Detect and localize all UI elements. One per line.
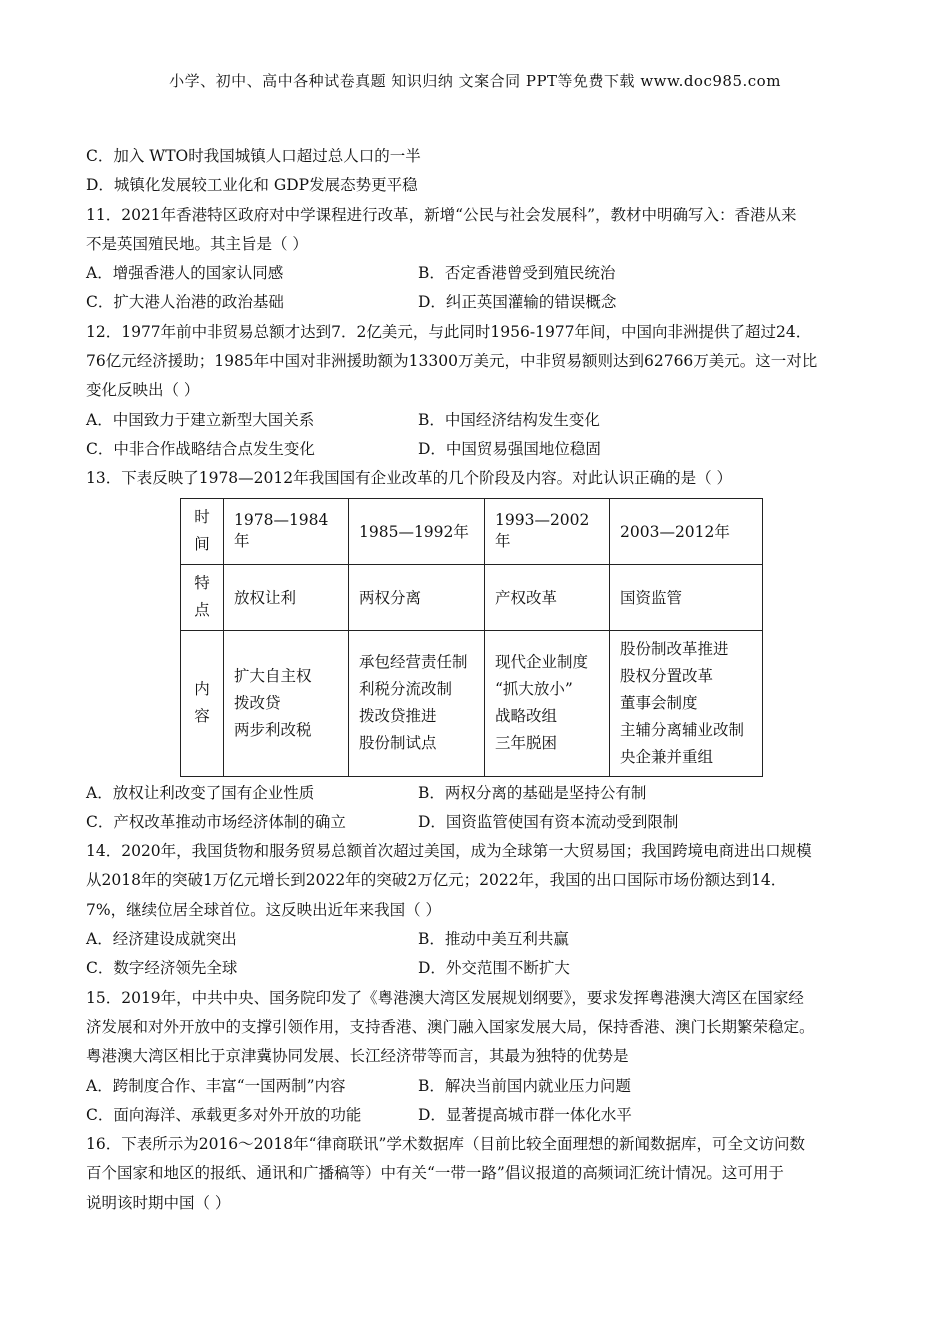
q11-option-b: B．否定香港曾受到殖民统治 bbox=[418, 264, 616, 283]
period-cell: 1993—2002年 bbox=[485, 498, 610, 564]
q13-option-d: D．国资监管使国有资本流动受到限制 bbox=[418, 812, 679, 831]
q14-stem-line2: 从2018年的突破1万亿元增长到2022年的突破2万亿元；2022年，我国的出口国际市场份额达到14． bbox=[86, 871, 787, 890]
q16-stem-line3: 说明该时期中国（ ） bbox=[86, 1193, 231, 1212]
q12-option-a: A．中国致力于建立新型大国关系 bbox=[86, 410, 315, 429]
q11-option-a: A．增强香港人的国家认同感 bbox=[86, 264, 284, 283]
q15-option-b: B．解决当前国内就业压力问题 bbox=[418, 1076, 631, 1095]
q13-options-row1 bbox=[86, 779, 872, 808]
q13-options-row2 bbox=[86, 808, 872, 837]
q14-option-d: D．外交范围不断扩大 bbox=[418, 959, 570, 978]
content-cell: 现代企业制度 “抓大放小” 战略改组 三年脱困 bbox=[485, 630, 610, 776]
q12-option-b: B．中国经济结构发生变化 bbox=[418, 410, 600, 429]
feature-cell: 国资监管 bbox=[610, 564, 763, 630]
q14-option-b: B．推动中美互利共赢 bbox=[418, 930, 569, 949]
q15-options-row1 bbox=[86, 1072, 872, 1101]
table-row-period bbox=[181, 498, 763, 564]
row-head-period: 时 间 bbox=[181, 498, 224, 564]
q13-option-b: B．两权分离的基础是坚持公有制 bbox=[418, 783, 647, 802]
q12-options-row2 bbox=[86, 435, 872, 464]
content-cell: 股份制改革推进 股权分置改革 董事会制度 主辅分离辅业改制 央企兼并重组 bbox=[610, 630, 763, 776]
q12-stem-line1: 12．1977年前中非贸易总额才达到7．2亿美元，与此同时1956-1977年间，中国向非洲提供了超过24． bbox=[86, 322, 812, 341]
q14-stem-line3: 7%，继续位居全球首位。这反映出近年来我国（ ） bbox=[86, 900, 442, 919]
page-header: 小学、初中、高中各种试卷真题 知识归纳 文案合同 PPT等免费下载 www.doc985.com bbox=[169, 72, 781, 90]
row-head-feature: 特 点 bbox=[181, 564, 224, 630]
q12-stem-line2: 76亿元经济援助；1985年中国对非洲援助额为13300万美元，中非贸易额则达到62766万美元。这一对比 bbox=[86, 352, 818, 371]
q15-stem-line1: 15．2019年，中共中央、国务院印发了《粤港澳大湾区发展规划纲要》，要求发挥粤港澳大湾区在国家经 bbox=[86, 988, 804, 1007]
q14-option-c: C．数字经济领先全球 bbox=[86, 959, 238, 978]
feature-cell: 两权分离 bbox=[349, 564, 485, 630]
reform-table bbox=[180, 498, 763, 777]
q14-options-row1 bbox=[86, 925, 872, 954]
question-content bbox=[86, 142, 872, 1218]
period-cell: 2003—2012年 bbox=[610, 498, 763, 564]
q12-options-row1 bbox=[86, 406, 872, 435]
q16-stem-line1: 16．下表所示为2016～2018年“律商联讯”学术数据库（目前比较全面理想的新闻数据库，可全文访问数 bbox=[86, 1135, 805, 1154]
row-head-content: 内 容 bbox=[181, 630, 224, 776]
content-cell: 承包经营责任制 利税分流改制 拨改贷推进 股份制试点 bbox=[349, 630, 485, 776]
q15-option-d: D．显著提高城市群一体化水平 bbox=[418, 1105, 632, 1124]
q11-options-row1 bbox=[86, 259, 872, 288]
q12-option-c: C．中非合作战略结合点发生变化 bbox=[86, 439, 315, 458]
q14-option-a: A．经济建设成就突出 bbox=[86, 930, 237, 949]
q16-stem-line2: 百个国家和地区的报纸、通讯和广播稿等）中有关“一带一路”倡议报道的高频词汇统计情况。这可用于 bbox=[86, 1164, 784, 1183]
q11-options-row2 bbox=[86, 288, 872, 317]
q15-option-a: A．跨制度合作、丰富“一国两制”内容 bbox=[86, 1076, 346, 1095]
q11-option-c: C．扩大港人治港的政治基础 bbox=[86, 293, 284, 312]
q15-option-c: C．面向海洋、承载更多对外开放的功能 bbox=[86, 1105, 362, 1124]
feature-cell: 放权让利 bbox=[224, 564, 349, 630]
q11-option-d: D．纠正英国灌输的错误概念 bbox=[418, 293, 617, 312]
q15-options-row2 bbox=[86, 1101, 872, 1130]
q14-stem-line1: 14．2020年，我国货物和服务贸易总额首次超过美国，成为全球第一大贸易国；我国跨境电商进出口规模 bbox=[86, 842, 812, 861]
q11-stem-line1: 11．2021年香港特区政府对中学课程进行改革，新增“公民与社会发展科”，教材中明确写入：香港从来 bbox=[86, 205, 797, 224]
q12-option-d: D．中国贸易强国地位稳固 bbox=[418, 439, 601, 458]
q13-option-a: A．放权让利改变了国有企业性质 bbox=[86, 783, 315, 802]
q13-option-c: C．产权改革推动市场经济体制的确立 bbox=[86, 812, 346, 831]
content-cell: 扩大自主权 拨改贷 两步利改税 bbox=[224, 630, 349, 776]
q11-stem-line2: 不是英国殖民地。其主旨是（ ） bbox=[86, 234, 308, 253]
q15-stem-line3: 粤港澳大湾区相比于京津冀协同发展、长江经济带等而言，其最为独特的优势是 bbox=[86, 1047, 629, 1066]
q15-stem-line2: 济发展和对外开放中的支撑引领作用，支持香港、澳门融入国家发展大局，保持香港、澳门长期繁荣稳定。 bbox=[86, 1017, 815, 1036]
table-row-feature bbox=[181, 564, 763, 630]
period-cell: 1985—1992年 bbox=[349, 498, 485, 564]
q12-stem-line3: 变化反映出（ ） bbox=[86, 381, 200, 400]
feature-cell: 产权改革 bbox=[485, 564, 610, 630]
q10-option-c: C．加入 WTO时我国城镇人口超过总人口的一半 bbox=[86, 147, 421, 165]
q14-options-row2 bbox=[86, 954, 872, 983]
q13-stem: 13．下表反映了1978—2012年我国国有企业改革的几个阶段及内容。对此认识正确的是（ ） bbox=[86, 469, 733, 488]
table-row-content bbox=[181, 630, 763, 776]
q10-option-d: D．城镇化发展较工业化和 GDP发展态势更平稳 bbox=[86, 176, 418, 195]
period-cell: 1978—1984年 bbox=[224, 498, 349, 564]
